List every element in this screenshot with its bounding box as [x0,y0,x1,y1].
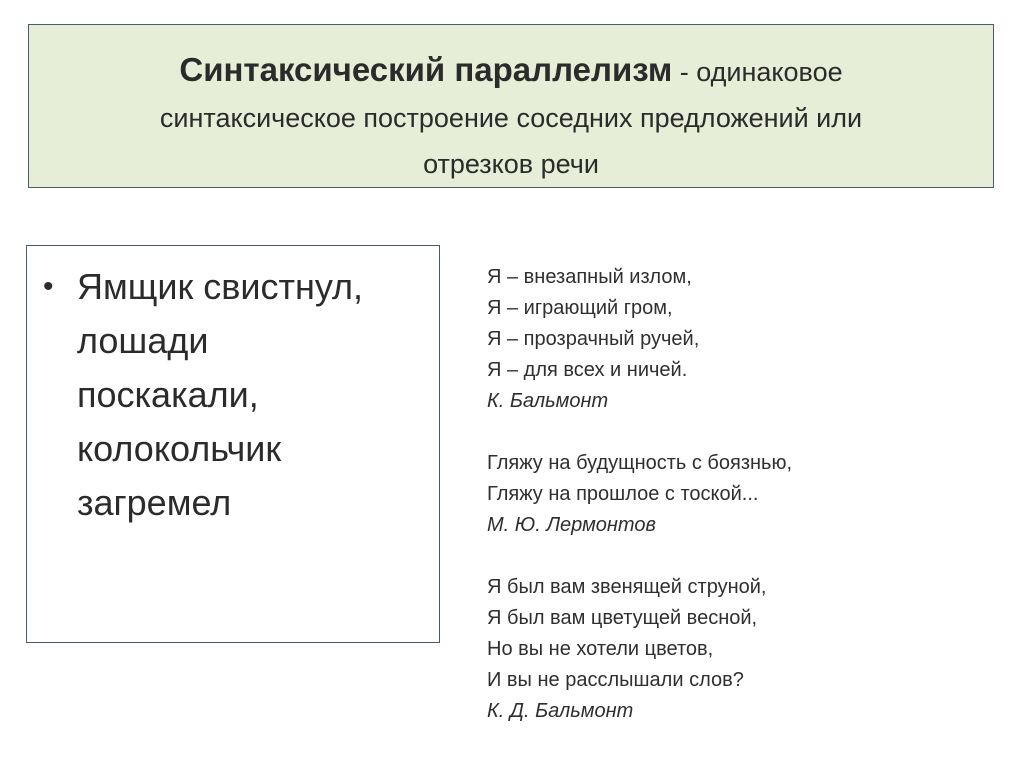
poem-line: Но вы не хотели цветов, [487,638,714,660]
example-line: загремел [77,482,232,523]
term-title: Синтаксический параллелизм [179,51,673,88]
example-line: Ямщик свистнул, [77,266,364,307]
example-line: колокольчик [77,428,282,469]
example-text [77,260,428,530]
poem-author: М. Ю. Лермонтов [487,514,656,536]
poem-line: Я был вам цветущей весной, [487,607,758,629]
poem-stanza-balmont [487,262,907,417]
poem-line: Я был вам звенящей струной, [487,576,767,598]
definition-text-2: синтаксическое построение соседних предложений или [159,103,863,133]
poem-line: Гляжу на будущность с боязнью, [487,452,793,474]
bullet-item [43,260,428,530]
definition-box [28,24,994,188]
poem-line: Я – играющий гром, [487,297,673,319]
poem-line: Я – для всех и ничей. [487,359,688,381]
poem-line: Гляжу на прошлое с тоской... [487,483,759,505]
example-line: лошади [77,320,209,361]
example-box [26,245,440,643]
poem-author: К. Д. Бальмонт [487,700,634,722]
poem-line: Я – внезапный излом, [487,266,692,288]
bullet-icon: • [43,270,54,303]
poem-author: К. Бальмонт [487,390,609,412]
poem-examples [487,262,907,727]
definition-text-1: - одинаковое [672,57,843,87]
poem-stanza-lermontov [487,448,907,541]
example-line: поскакали, [77,374,259,415]
poem-stanza-balmont-2 [487,572,907,727]
poem-line: Я – прозрачный ручей, [487,328,700,350]
definition-text-3: отрезков речи [423,149,599,179]
poem-line: И вы не расслышали слов? [487,669,744,691]
